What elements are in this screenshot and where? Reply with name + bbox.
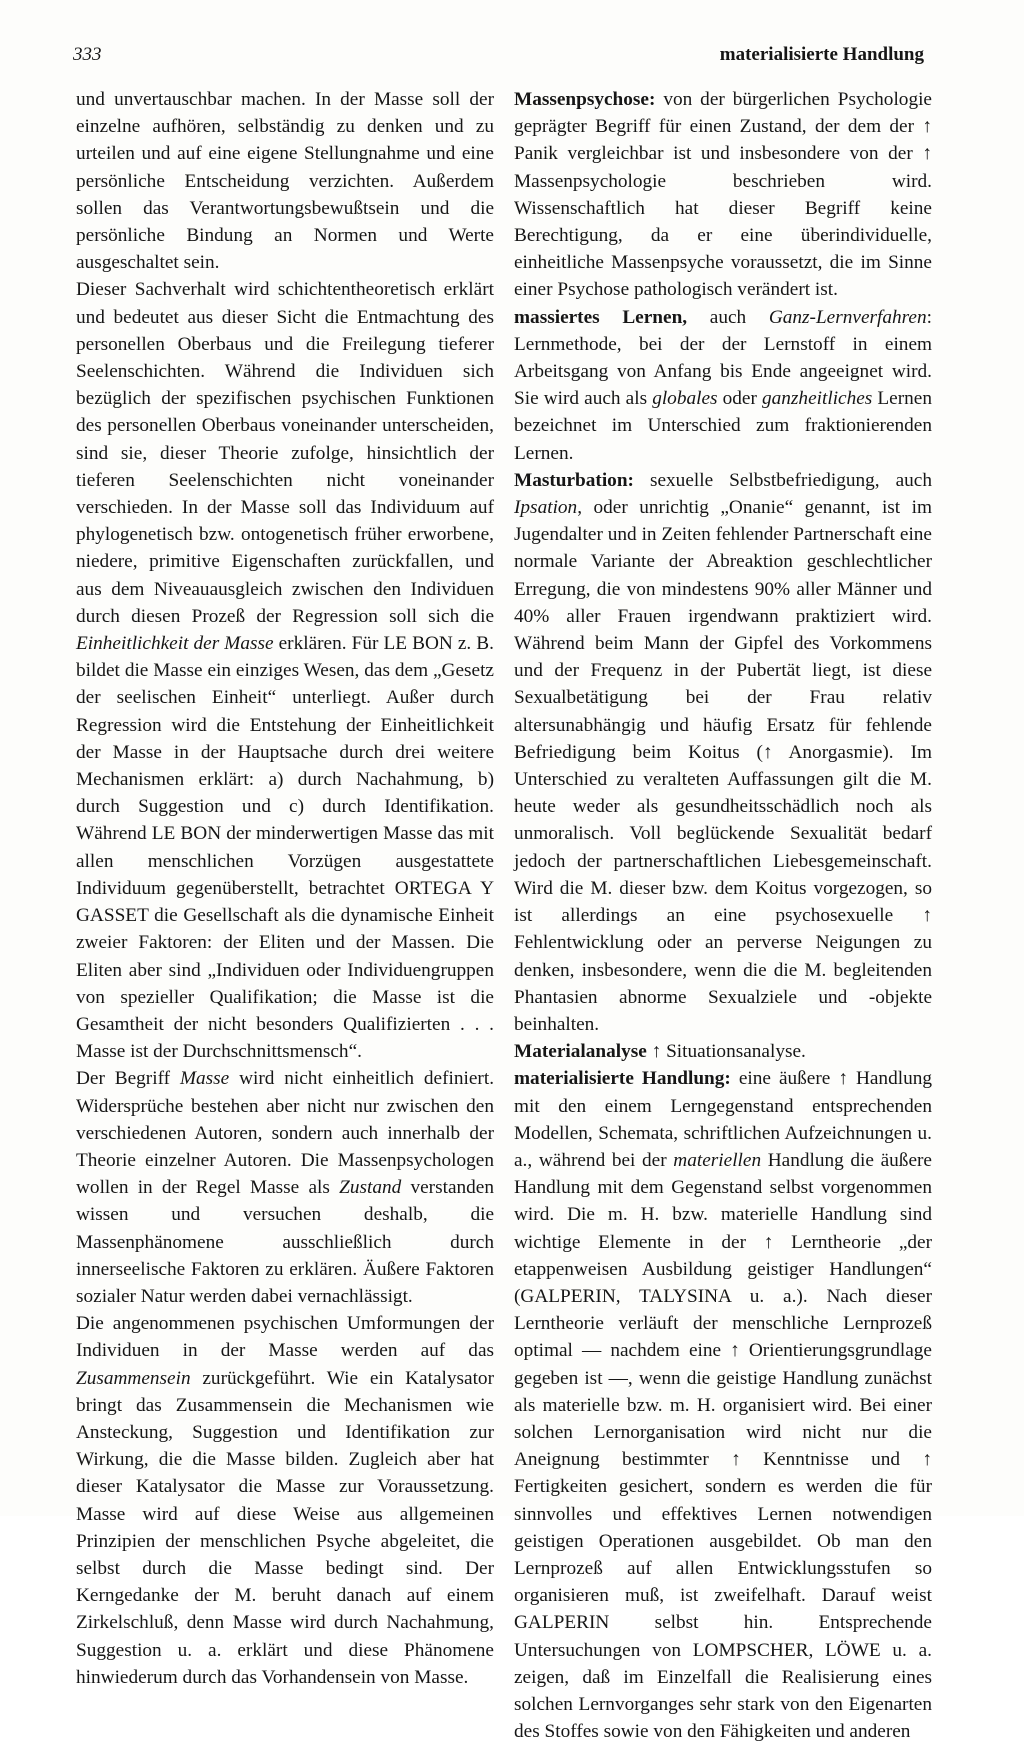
text-run: eine äußere ↑ Handlung mit den einem Lerngegenstand entsprechenden Modellen, Schemata, schriftlichen Aufzeichnungen u. a., während bei der <box>514 1068 932 1171</box>
running-head: materialisierte Handlung <box>719 44 924 65</box>
italic-term: Masse <box>179 1068 230 1090</box>
italic-term: Ganz-Lernverfahren <box>768 306 927 328</box>
text-run: Handlung die äußere Handlung mit dem Gegenstand selbst vorgenommen wird. Die m. H. bzw. materielle Handlung sind wichtige Elemente in der ↑ Lerntheorie „der etappenweisen Ausbildung geistiger Handlungen“ (GALPERIN, TALYSINA u. a.). Nach dieser Lerntheorie verläuft der menschliche Lernprozeß optimal — nachdem eine ↑ Orientierungsgrundlage gegeben ist —, wenn die geistige Handlung zunächst als materielle bzw. m. H. organisiert wird. Bei einer solchen Lernorganisation wird nicht nur die Aneignung bestimmter ↑ Kenntnisse und ↑ Fertigkeiten gesichert, sondern es werden die für sinnvolles und effektives Lernen notwendigen geistigen Operationen ausgebildet. Ob man den Lernprozeß auf allen Entwicklungsstufen so organisieren muß, ist zweifelhaft. Darauf weist GALPERIN selbst hin. Entsprechende Untersuchungen von LOMPSCHER, LÖWE u. a. zeigen, daß im Einzelfall die Realisierung eines solchen Lernvorganges sehr stark von den Eigenarten des Stoffes sowie von den Fähigkeiten und anderen <box>514 1149 932 1743</box>
text-run: Der Begriff <box>76 1068 180 1090</box>
text-run: Dieser Sachverhalt wird schichtentheoretisch erklärt und bedeutet aus dieser Sicht die Entmachtung des personellen Oberbaus und die Freilegung tieferer Seelenschichten. Während die Individuen sich bezüglich der spezifischen psychischen Funktionen des personellen Oberbaus voneinander unterscheiden, sind sie, dieser Theorie zufolge, hinsichtlich der tieferen Seelenschichten nicht voneinander verschieden. In der Masse soll das Individuum auf phylogenetisch bzw. ontogenetisch früher erworbene, niedere, primitive Eigenschaften zurückfallen, und aus dem Niveauausgleich zwischen den Individuen durch diesen Prozeß der Regression soll sich die <box>76 279 494 627</box>
italic-term: Zusammensein <box>76 1367 191 1389</box>
entry-lemma: Massenpsychose: <box>514 89 656 110</box>
italic-term: ganzheitliches <box>762 388 873 410</box>
left-column <box>76 86 494 1691</box>
text-run: verstanden wissen und versuchen deshalb, die Massenphänomene ausschließlich durch innerseelische Faktoren zu erklären. Äußere Faktoren sozialer Natur werden dabei vernachlässigt. <box>76 1177 494 1307</box>
text-run: wird nicht einheitlich definiert. Widersprüche bestehen aber nicht nur zwischen den verschiedenen Autoren, sondern auch innerhalb der Theorie einzelner Autoren. Die Massenpsychologen wollen in der Regel Masse als <box>76 1068 495 1199</box>
paragraph <box>76 86 494 276</box>
text-run: auch <box>687 306 769 328</box>
entry-lemma: Materialanalyse <box>514 1041 647 1063</box>
text-run: , oder unrichtig „Onanie“ genannt, ist im Jugendalter und in Zeiten fehlender Partnerschaft eine normale Variante der Abreaktion geschlechtlicher Erregung, die von mindestens 90% aller Männer und 40% aller Frauen irgendwann praktiziert wird. Während beim Mann der Gipfel des Vorkommens und der Frequenz in der Pubertät liegt, ist diese Sexualbetätigung bei der Frau relativ altersunabhängig und häufig Ersatz für fehlende Befriedigung beim Koitus (↑ Anorgasmie). Im Unterschied zu veralteten Auffassungen gilt die M. heute weder als gesundheitsschädlich noch als unmoralisch. Voll beglückende Sexualität bedarf jedoch der partnerschaftlichen Liebesgemeinschaft. Wird die M. dieser bzw. dem Koitus vorgezogen, so ist allerdings an eine psychosexuelle ↑ Fehlentwicklung oder an perverse Neigungen zu denken, insbesondere, wenn die die M. begleitenden Phantasien abnorme Sexualziele und -objekte beinhalten. <box>514 497 932 1035</box>
italic-term: Ipsation <box>514 497 578 519</box>
italic-term: globales <box>652 388 718 410</box>
entry-massenpsychose <box>514 86 932 304</box>
right-column <box>514 86 932 1745</box>
paragraph <box>76 1310 494 1691</box>
text-run: von der bürgerlichen Psychologie geprägter Begriff für einen Zustand, der dem der ↑ Panik vergleichbar ist und insbesondere von der ↑ Massenpsychologie beschrieben wird. Wissenschaftlich hat dieser Begriff keine Berechtigung, da er eine überindividuelle, einheitliche Massenpsyche voraussetzt, die im Sinne einer Psychose pathologisch verändert ist. <box>514 89 932 301</box>
entry-masturbation <box>514 467 932 1038</box>
paragraph <box>76 276 494 1065</box>
text-run: : Lernmethode, bei der der Lernstoff in einem Arbeitsgang von Anfang bis Ende angeeignet wird. Sie wird auch als <box>514 306 932 410</box>
entry-materialanalyse <box>514 1038 932 1065</box>
text-run: und unvertauschbar machen. In der Masse soll der einzelne aufhören, selbständig zu denken und zu urteilen und auf eine eigene Stellungnahme und eine persönliche Entscheidung verzichten. Außerdem sollen das Verantwortungsbewußtsein und die persönliche Bindung an Normen und Werte ausgeschaltet sein. <box>76 89 494 274</box>
text-run: Lernen bezeichnet im Unterschied zum fraktionierenden Lernen. <box>514 388 933 464</box>
page-number: 333 <box>73 44 102 65</box>
entry-lemma: Masturbation: <box>514 469 634 491</box>
text-run: zurückgeführt. Wie ein Katalysator bringt das Zusammensein die Mechanismen wie Ansteckung, Suggestion und Identifikation zur Wirkung, die die Masse bilden. Zugleich aber hat dieser Katalysator die Masse zur Voraussetzung. Masse wird auf diese Weise aus allgemeinen Prinzipien der menschlichen Psyche abgeleitet, die selbst durch die Masse bedingt sind. Der Kerngedanke der M. beruht danach auf einem Zirkelschluß, denn Masse wird durch Nachahmung, Suggestion u. a. erklärt und diese Phänomene hinwiederum durch das Vorhandensein von Masse. <box>76 1367 494 1688</box>
entry-massiertes-lernen <box>514 304 932 467</box>
italic-term: Zustand <box>339 1177 402 1199</box>
italic-term: materiellen <box>673 1149 762 1171</box>
paragraph <box>76 1065 494 1310</box>
entry-lemma: massiertes Lernen, <box>514 306 688 328</box>
text-run: Die angenommenen psychischen Umformungen der Individuen in der Masse werden auf das <box>76 1313 494 1362</box>
italic-term: Einheitlichkeit der Masse <box>76 633 274 655</box>
text-run: erklären. Für LE BON z. B. bildet die Masse ein einziges Wesen, das dem „Gesetz der seelischen Einheit“ unterliegt. Außer durch Regression wird die Entstehung der Einheitlichkeit der Masse in der Hauptsache durch drei weitere Mechanismen erklärt: a) durch Nachahmung, b) durch Suggestion und c) durch Identifikation. Während LE BON der minderwertigen Masse das mit allen menschlichen Vorzügen ausgestattete Individuum gegenüberstellt, betrachtet ORTEGA Y GASSET die Gesellschaft als die dynamische Einheit zweier Faktoren: der Eliten und der Massen. Die Eliten aber sind „Individuen oder Individuengruppen von spezieller Qualifikation; die Masse ist die Gesamtheit der nicht besonders Qualifizierten . . . Masse ist der Durchschnittsmensch“. <box>76 633 494 1063</box>
entry-lemma: materialisierte Handlung: <box>514 1068 731 1090</box>
text-run: oder <box>717 388 762 410</box>
entry-materialisierte-handlung <box>514 1065 932 1745</box>
text-run: ↑ Situationsanalyse. <box>646 1041 806 1063</box>
text-run: sexuelle Selbstbefriedigung, auch <box>633 469 932 491</box>
